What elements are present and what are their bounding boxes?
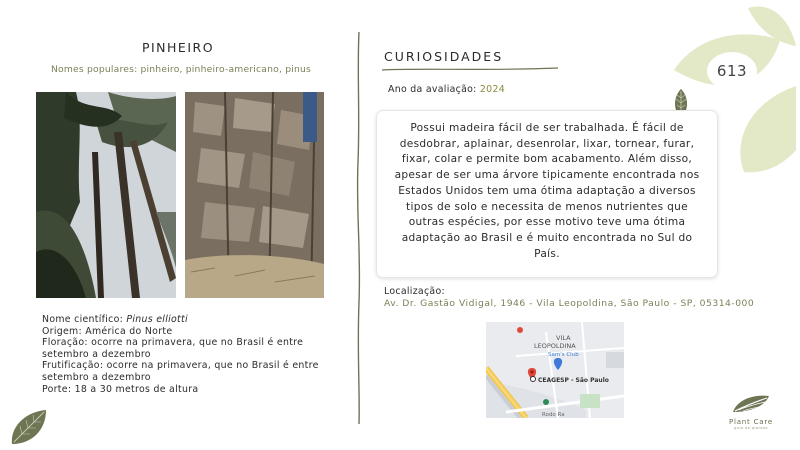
pine-trees-canopy-photo xyxy=(36,92,176,298)
map-district-line1: VILA xyxy=(556,334,571,342)
brand-name: Plant Care xyxy=(728,418,774,426)
leaf-icon xyxy=(8,406,48,446)
map-poi-main: CEAGESP - São Paulo xyxy=(538,377,609,384)
evaluation-year-value: 2024 xyxy=(479,84,505,95)
card-number-badge: 613 xyxy=(707,52,757,90)
map-district-line2: LEOPOLDINA xyxy=(534,342,576,350)
fruiting: Frutificação: ocorre na primavera, que no Brasil é entre setembro a dezembro xyxy=(42,360,319,383)
location-label: Localização: xyxy=(384,286,445,297)
brand-logo xyxy=(716,392,786,430)
origin: Origem: América do Norte xyxy=(42,325,173,337)
popular-names: Nomes populares: pinheiro, pinheiro-americano, pinus xyxy=(50,64,312,75)
location-address: Av. Dr. Gastão Vidigal, 1946 - Vila Leopoldina, São Paulo - SP, 05314-000 xyxy=(384,298,755,309)
size: Porte: 18 a 30 metros de altura xyxy=(42,383,199,395)
curiosities-text: Possui madeira fácil de ser trabalhada. É fácil de desdobrar, aplainar, desenrolar, lixar, tornear, furar, fixar, colar e permite bom acabamento. Além disso, apesar de ser uma árvore tipicamente encontrada nos Estados Unidos tem uma ótima adaptação a diversos tipos de solo e necessita de menos nutrientes que outras espécies, por esse motivo teve uma ótima adaptação ao Brasil e é muito encontrada no Sul do País. xyxy=(376,110,718,278)
plant-title: PINHEIRO xyxy=(141,40,215,55)
scientific-name-value: Pinus elliotti xyxy=(126,314,188,325)
title-underline xyxy=(382,66,558,72)
scientific-name: Nome científico: Pinus elliotti xyxy=(42,314,188,325)
brand-tagline: guia de plantas xyxy=(734,426,768,430)
vertical-divider xyxy=(356,32,362,424)
map-road-label: Rodo Ra xyxy=(542,412,565,418)
curiosities-title: CURIOSIDADES xyxy=(384,49,504,64)
pine-bark-photo xyxy=(185,92,324,298)
map-poi-club: Sam's Club xyxy=(548,352,579,358)
plant-details xyxy=(42,314,342,395)
plant-care-logo-icon xyxy=(731,392,771,414)
evaluation-year: Ano da avaliação: 2024 xyxy=(388,84,505,95)
location-map[interactable] xyxy=(486,322,624,418)
flowering: Floração: ocorre na primavera, que no Brasil é entre setembro a dezembro xyxy=(42,337,304,360)
